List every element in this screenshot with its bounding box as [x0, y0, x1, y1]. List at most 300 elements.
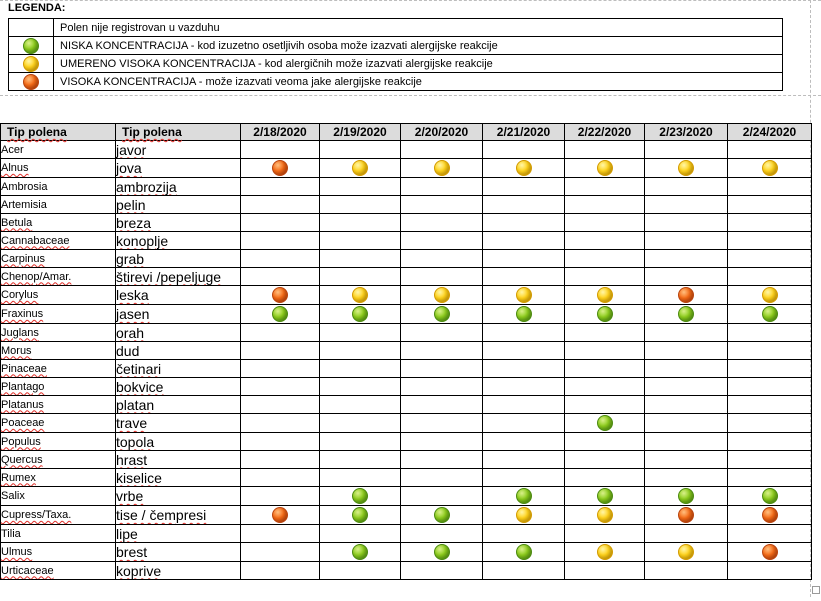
- concentration-cell: [645, 250, 728, 268]
- concentration-cell: [241, 506, 320, 525]
- concentration-cell: [401, 214, 483, 232]
- concentration-cell: [241, 469, 320, 487]
- concentration-cell: [728, 324, 812, 342]
- concentration-cell: [728, 159, 812, 178]
- concentration-cell: [728, 433, 812, 451]
- concentration-cell: [645, 268, 728, 286]
- concentration-cell: [401, 159, 483, 178]
- pollen-local-name: platan: [116, 396, 241, 414]
- pollen-local-name: jova: [116, 159, 241, 178]
- table-row: [1, 178, 812, 196]
- concentration-cell: [401, 342, 483, 360]
- concentration-cell: [401, 451, 483, 469]
- concentration-cell: [728, 342, 812, 360]
- table-row: [1, 196, 812, 214]
- concentration-cell: [565, 396, 645, 414]
- concentration-cell: [401, 469, 483, 487]
- concentration-cell: [728, 250, 812, 268]
- pollen-local-name: pelin: [116, 196, 241, 214]
- concentration-cell: [728, 378, 812, 396]
- pollen-local-name: brest: [116, 543, 241, 562]
- concentration-cell: [241, 414, 320, 433]
- concentration-cell: [241, 250, 320, 268]
- concentration-cell: [320, 141, 401, 159]
- pollen-local-name: ambrozija: [116, 178, 241, 196]
- concentration-cell: [645, 324, 728, 342]
- table-row: [1, 360, 812, 378]
- concentration-cell: [483, 562, 565, 580]
- concentration-cell: [241, 268, 320, 286]
- concentration-cell: [645, 178, 728, 196]
- pollen-latin-name: Chenop/Amar.: [1, 268, 116, 286]
- concentration-cell: [728, 487, 812, 506]
- concentration-cell: [320, 378, 401, 396]
- concentration-cell: [320, 178, 401, 196]
- concentration-cell: [483, 525, 565, 543]
- concentration-cell: [565, 324, 645, 342]
- concentration-cell: [483, 342, 565, 360]
- concentration-cell: [401, 396, 483, 414]
- concentration-cell: [320, 268, 401, 286]
- concentration-cell: [565, 525, 645, 543]
- concentration-cell: [320, 214, 401, 232]
- legend-title: LEGENDA:: [8, 2, 66, 14]
- concentration-cell: [728, 360, 812, 378]
- concentration-cell: [645, 342, 728, 360]
- table-row: [1, 562, 812, 580]
- legend-row: [9, 73, 783, 91]
- low-concentration-icon: [678, 488, 694, 504]
- pollen-latin-name: Juglans: [1, 324, 116, 342]
- concentration-cell: [565, 487, 645, 506]
- legend-text: VISOKA KONCENTRACIJA - može izazvati veoma jake alergijske reakcije: [54, 73, 783, 91]
- concentration-cell: [728, 506, 812, 525]
- concentration-cell: [483, 414, 565, 433]
- pollen-latin-name: Platanus: [1, 396, 116, 414]
- concentration-cell: [320, 414, 401, 433]
- moderate-concentration-icon: [597, 507, 613, 523]
- concentration-cell: [401, 487, 483, 506]
- concentration-cell: [241, 286, 320, 305]
- low-concentration-icon: [597, 488, 613, 504]
- header-latin: Tip polena: [1, 124, 116, 141]
- concentration-cell: [320, 506, 401, 525]
- concentration-cell: [645, 141, 728, 159]
- concentration-cell: [728, 543, 812, 562]
- pollen-latin-name: Quercus: [1, 451, 116, 469]
- concentration-cell: [565, 232, 645, 250]
- pollen-local-name: orah: [116, 324, 241, 342]
- concentration-cell: [401, 414, 483, 433]
- low-concentration-icon: [516, 488, 532, 504]
- concentration-cell: [645, 506, 728, 525]
- concentration-cell: [728, 286, 812, 305]
- low-concentration-icon: [352, 544, 368, 560]
- table-row: [1, 506, 812, 525]
- high-concentration-icon: [272, 507, 288, 523]
- concentration-cell: [241, 232, 320, 250]
- concentration-cell: [320, 286, 401, 305]
- low-concentration-icon: [678, 306, 694, 322]
- concentration-cell: [565, 268, 645, 286]
- concentration-cell: [645, 562, 728, 580]
- concentration-cell: [483, 232, 565, 250]
- low-concentration-icon: [597, 415, 613, 431]
- concentration-cell: [401, 196, 483, 214]
- concentration-cell: [645, 378, 728, 396]
- concentration-cell: [483, 178, 565, 196]
- concentration-cell: [241, 360, 320, 378]
- table-row: [1, 232, 812, 250]
- concentration-cell: [483, 469, 565, 487]
- pollen-latin-name: Artemisia: [1, 196, 116, 214]
- concentration-cell: [645, 487, 728, 506]
- concentration-cell: [320, 324, 401, 342]
- concentration-cell: [728, 196, 812, 214]
- pollen-local-name: koprive: [116, 562, 241, 580]
- moderate-concentration-icon: [352, 287, 368, 303]
- low-concentration-icon: [597, 306, 613, 322]
- table-row: [1, 342, 812, 360]
- moderate-concentration-icon: [762, 160, 778, 176]
- legend-icon-cell: [9, 55, 54, 73]
- concentration-cell: [565, 178, 645, 196]
- moderate-concentration-icon: [516, 287, 532, 303]
- header-date: 2/21/2020: [483, 124, 565, 141]
- concentration-cell: [728, 305, 812, 324]
- concentration-cell: [565, 141, 645, 159]
- concentration-cell: [728, 451, 812, 469]
- concentration-cell: [565, 305, 645, 324]
- concentration-cell: [401, 178, 483, 196]
- concentration-cell: [483, 487, 565, 506]
- concentration-cell: [645, 360, 728, 378]
- moderate-concentration-icon: [597, 160, 613, 176]
- concentration-cell: [645, 305, 728, 324]
- concentration-cell: [565, 360, 645, 378]
- pollen-local-name: javor: [116, 141, 241, 159]
- concentration-cell: [483, 305, 565, 324]
- pollen-local-name: tise / čempresi: [116, 506, 241, 525]
- concentration-cell: [483, 141, 565, 159]
- concentration-cell: [320, 342, 401, 360]
- concentration-cell: [565, 451, 645, 469]
- low-concentration-icon: [23, 38, 39, 54]
- pollen-latin-name: Ulmus: [1, 543, 116, 562]
- legend-icon-cell: [9, 37, 54, 55]
- concentration-cell: [483, 433, 565, 451]
- concentration-cell: [565, 159, 645, 178]
- concentration-cell: [401, 232, 483, 250]
- concentration-cell: [320, 196, 401, 214]
- concentration-cell: [565, 469, 645, 487]
- pollen-latin-name: Poaceae: [1, 414, 116, 433]
- legend-text: Polen nije registrovan u vazduhu: [54, 19, 783, 37]
- concentration-cell: [241, 178, 320, 196]
- pollen-local-name: leska: [116, 286, 241, 305]
- pollen-local-name: hrast: [116, 451, 241, 469]
- concentration-cell: [483, 378, 565, 396]
- header-date: 2/19/2020: [320, 124, 401, 141]
- low-concentration-icon: [762, 488, 778, 504]
- legend-text: NISKA KONCENTRACIJA - kod izuzetno osetljivih osoba može izazvati alergijske reakcije: [54, 37, 783, 55]
- high-concentration-icon: [678, 507, 694, 523]
- concentration-cell: [645, 286, 728, 305]
- concentration-cell: [565, 378, 645, 396]
- legend-row: [9, 19, 783, 37]
- low-concentration-icon: [272, 306, 288, 322]
- concentration-cell: [241, 342, 320, 360]
- concentration-cell: [241, 487, 320, 506]
- concentration-cell: [728, 268, 812, 286]
- header-date: 2/23/2020: [645, 124, 728, 141]
- pollen-local-name: trave: [116, 414, 241, 433]
- pollen-latin-name: Fraxinus: [1, 305, 116, 324]
- legend-icon-cell: [9, 73, 54, 91]
- concentration-cell: [728, 178, 812, 196]
- concentration-cell: [728, 396, 812, 414]
- moderate-concentration-icon: [678, 544, 694, 560]
- high-concentration-icon: [762, 507, 778, 523]
- table-row: [1, 324, 812, 342]
- moderate-concentration-icon: [516, 160, 532, 176]
- concentration-cell: [483, 196, 565, 214]
- pollen-local-name: breza: [116, 214, 241, 232]
- pollen-latin-name: Salix: [1, 487, 116, 506]
- concentration-cell: [645, 525, 728, 543]
- concentration-cell: [645, 214, 728, 232]
- table-row: [1, 433, 812, 451]
- concentration-cell: [645, 196, 728, 214]
- concentration-cell: [645, 414, 728, 433]
- pollen-local-name: dud: [116, 342, 241, 360]
- pollen-latin-name: Pinaceae: [1, 360, 116, 378]
- concentration-cell: [565, 342, 645, 360]
- pollen-latin-name: Corylus: [1, 286, 116, 305]
- concentration-cell: [241, 451, 320, 469]
- low-concentration-icon: [434, 306, 450, 322]
- concentration-cell: [241, 324, 320, 342]
- concentration-cell: [241, 141, 320, 159]
- concentration-cell: [401, 324, 483, 342]
- pollen-latin-name: Morus: [1, 342, 116, 360]
- moderate-concentration-icon: [23, 56, 39, 72]
- pollen-local-name: konoplje: [116, 232, 241, 250]
- concentration-cell: [401, 141, 483, 159]
- table-row: [1, 268, 812, 286]
- concentration-cell: [241, 433, 320, 451]
- concentration-cell: [320, 360, 401, 378]
- concentration-cell: [483, 159, 565, 178]
- low-concentration-icon: [762, 306, 778, 322]
- pollen-local-name: četinari: [116, 360, 241, 378]
- concentration-cell: [728, 214, 812, 232]
- concentration-cell: [241, 305, 320, 324]
- concentration-cell: [483, 268, 565, 286]
- header-date: 2/22/2020: [565, 124, 645, 141]
- high-concentration-icon: [678, 287, 694, 303]
- concentration-cell: [483, 214, 565, 232]
- pollen-latin-name: Cannabaceae: [1, 232, 116, 250]
- concentration-cell: [241, 396, 320, 414]
- table-row: [1, 487, 812, 506]
- concentration-cell: [645, 232, 728, 250]
- concentration-cell: [320, 525, 401, 543]
- concentration-cell: [241, 562, 320, 580]
- low-concentration-icon: [352, 507, 368, 523]
- header-local: Tip polena: [116, 124, 241, 141]
- concentration-cell: [728, 525, 812, 543]
- pollen-latin-name: Carpinus: [1, 250, 116, 268]
- pollen-local-name: lipe: [116, 525, 241, 543]
- concentration-cell: [645, 159, 728, 178]
- pollen-local-name: jasen: [116, 305, 241, 324]
- table-row: [1, 469, 812, 487]
- high-concentration-icon: [23, 74, 39, 90]
- pollen-latin-name: Cupress/Taxa.: [1, 506, 116, 525]
- moderate-concentration-icon: [762, 287, 778, 303]
- moderate-concentration-icon: [678, 160, 694, 176]
- table-row: [1, 286, 812, 305]
- pollen-table: [0, 123, 812, 580]
- concentration-cell: [241, 159, 320, 178]
- concentration-cell: [728, 562, 812, 580]
- pollen-local-name: kiselice: [116, 469, 241, 487]
- low-concentration-icon: [352, 306, 368, 322]
- table-row: [1, 250, 812, 268]
- pollen-local-name: bokvice: [116, 378, 241, 396]
- concentration-cell: [565, 286, 645, 305]
- pollen-latin-name: Rumex: [1, 469, 116, 487]
- concentration-cell: [645, 433, 728, 451]
- pollen-latin-name: Alnus: [1, 159, 116, 178]
- concentration-cell: [320, 396, 401, 414]
- table-row: [1, 378, 812, 396]
- concentration-cell: [320, 543, 401, 562]
- concentration-cell: [728, 141, 812, 159]
- pollen-latin-name: Populus: [1, 433, 116, 451]
- concentration-cell: [401, 360, 483, 378]
- concentration-cell: [565, 433, 645, 451]
- pollen-local-name: topola: [116, 433, 241, 451]
- concentration-cell: [645, 451, 728, 469]
- concentration-cell: [483, 543, 565, 562]
- pollen-latin-name: Acer: [1, 141, 116, 159]
- concentration-cell: [320, 159, 401, 178]
- page-boundary-top: [0, 0, 821, 1]
- concentration-cell: [645, 469, 728, 487]
- legend-row: [9, 37, 783, 55]
- concentration-cell: [565, 196, 645, 214]
- legend-icon-cell: [9, 19, 54, 37]
- moderate-concentration-icon: [434, 160, 450, 176]
- concentration-cell: [320, 250, 401, 268]
- low-concentration-icon: [352, 488, 368, 504]
- concentration-cell: [565, 543, 645, 562]
- pollen-latin-name: Urticaceae: [1, 562, 116, 580]
- legend-table: [8, 18, 783, 91]
- concentration-cell: [320, 433, 401, 451]
- concentration-cell: [565, 250, 645, 268]
- concentration-cell: [401, 378, 483, 396]
- concentration-cell: [645, 543, 728, 562]
- table-row: [1, 214, 812, 232]
- concentration-cell: [241, 214, 320, 232]
- concentration-cell: [320, 451, 401, 469]
- concentration-cell: [565, 414, 645, 433]
- low-concentration-icon: [434, 507, 450, 523]
- concentration-cell: [401, 268, 483, 286]
- table-row: [1, 305, 812, 324]
- header-date: 2/18/2020: [241, 124, 320, 141]
- concentration-cell: [320, 562, 401, 580]
- concentration-cell: [483, 396, 565, 414]
- concentration-cell: [401, 543, 483, 562]
- pollen-local-name: štirevi /pepeljuge: [116, 268, 241, 286]
- table-row: [1, 141, 812, 159]
- concentration-cell: [483, 451, 565, 469]
- moderate-concentration-icon: [597, 287, 613, 303]
- table-row: [1, 543, 812, 562]
- pollen-latin-name: Ambrosia: [1, 178, 116, 196]
- concentration-cell: [483, 324, 565, 342]
- concentration-cell: [241, 525, 320, 543]
- moderate-concentration-icon: [597, 544, 613, 560]
- concentration-cell: [401, 433, 483, 451]
- resize-handle: [812, 586, 820, 594]
- concentration-cell: [401, 250, 483, 268]
- concentration-cell: [565, 562, 645, 580]
- pollen-latin-name: Tilia: [1, 525, 116, 543]
- pollen-latin-name: Betula: [1, 214, 116, 232]
- concentration-cell: [401, 562, 483, 580]
- table-row: [1, 396, 812, 414]
- concentration-cell: [728, 232, 812, 250]
- table-row: [1, 451, 812, 469]
- low-concentration-icon: [516, 306, 532, 322]
- concentration-cell: [320, 469, 401, 487]
- concentration-cell: [241, 543, 320, 562]
- low-concentration-icon: [434, 544, 450, 560]
- section-boundary: [0, 95, 821, 96]
- concentration-cell: [401, 305, 483, 324]
- table-row: [1, 525, 812, 543]
- pollen-local-name: grab: [116, 250, 241, 268]
- low-concentration-icon: [516, 544, 532, 560]
- concentration-cell: [483, 506, 565, 525]
- table-row: [1, 414, 812, 433]
- concentration-cell: [728, 414, 812, 433]
- concentration-cell: [320, 487, 401, 506]
- concentration-cell: [401, 506, 483, 525]
- header-date: 2/24/2020: [728, 124, 812, 141]
- header-row: [1, 124, 812, 141]
- concentration-cell: [401, 286, 483, 305]
- concentration-cell: [728, 469, 812, 487]
- concentration-cell: [483, 250, 565, 268]
- concentration-cell: [241, 196, 320, 214]
- concentration-cell: [241, 378, 320, 396]
- pollen-local-name: vrbe: [116, 487, 241, 506]
- concentration-cell: [320, 232, 401, 250]
- concentration-cell: [565, 214, 645, 232]
- legend-row: [9, 55, 783, 73]
- high-concentration-icon: [272, 160, 288, 176]
- concentration-cell: [483, 286, 565, 305]
- high-concentration-icon: [762, 544, 778, 560]
- concentration-cell: [565, 506, 645, 525]
- moderate-concentration-icon: [352, 160, 368, 176]
